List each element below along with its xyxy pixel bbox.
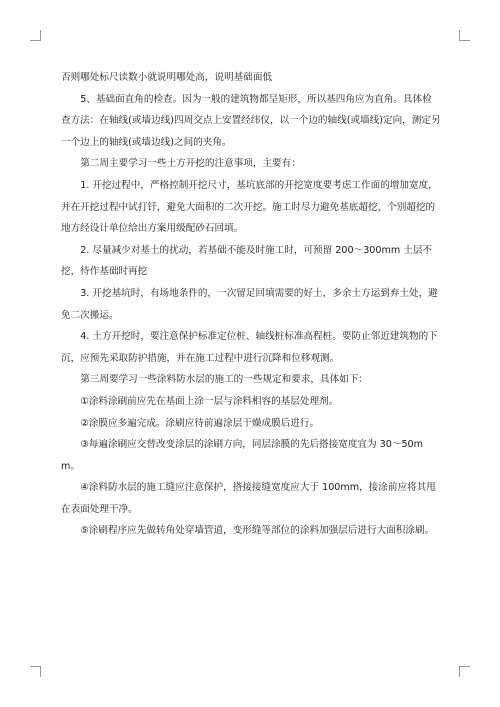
paragraph: 第二周主要学习一些土方开挖的注意事项，主要有： [80,158,301,170]
paragraph: 否则哪处标尺读数小就说明哪处高，说明基础面低 [61,72,273,83]
paragraph: ④涂料防水层的施工缝应注意保护，搭接接缝宽度应大于 100mm，接涂前应将其甩在表面处理干净。 [61,482,436,515]
crop-mark-bottom-right [459,666,470,677]
document-body [61,67,441,542]
paragraph: 3. 开挖基坑时，有场地条件的，一次留足回填需要的好土，多余土方运到弃土处，避免二次搬运。 [61,287,438,321]
crop-mark-top-right [459,30,470,41]
paragraph: ③每遍涂刷应交替改变涂层的涂刷方向，同层涂膜的先后搭接宽度宜为 30～50mm。 [61,439,424,472]
paragraph: ②涂膜应多遍完成。涂刷应待前遍涂层干燥成膜后进行。 [80,417,320,429]
paragraph: 1. 开挖过程中，严格控制开挖尺寸，基坑底部的开挖宽度要考虑工作面的增加宽度，并在开挖过程中试打钎，避免大面积的二次开挖。施工时尽力避免基底超挖，个别超挖的地方经设计单位给出方案用级配砂石回填。 [61,179,438,235]
paragraph: 2. 尽量减少对基土的扰动，若基础不能及时施工时，可预留 200～300mm 土层不挖，待作基础时再挖 [61,244,433,278]
paragraph: ①涂料涂刷前应先在基面上涂一层与涂料相容的基层处理剂。 [80,395,339,407]
paragraph: 第三周要学习一些涂料防水层的施工的一些规定和要求，具体如下： [80,374,368,386]
paragraph: 5、基础面直角的检查。因为一般的建筑物都呈矩形，所以基四角应为直角。具体检查方法：在轴线(或墙边线)四周交点上安置经纬仪，以一个边的轴线(或墙线)定向，测定另一个边上的轴线(或墙边线)之间的夹角。 [61,93,441,148]
paragraph: 4. 土方开挖时，要注意保护标准定位桩、轴线桩标准高程桩。要防止邻近建筑物的下沉，应预先采取防护措施，并在施工过程中进行沉降和位移观测。 [61,331,438,364]
crop-mark-top-left [30,30,41,41]
paragraph: ⑤涂刷程序应先做转角处穿墙管道，变形缝等部位的涂料加强层后进行大面积涂刷。 [80,525,435,537]
crop-mark-bottom-left [30,666,41,677]
